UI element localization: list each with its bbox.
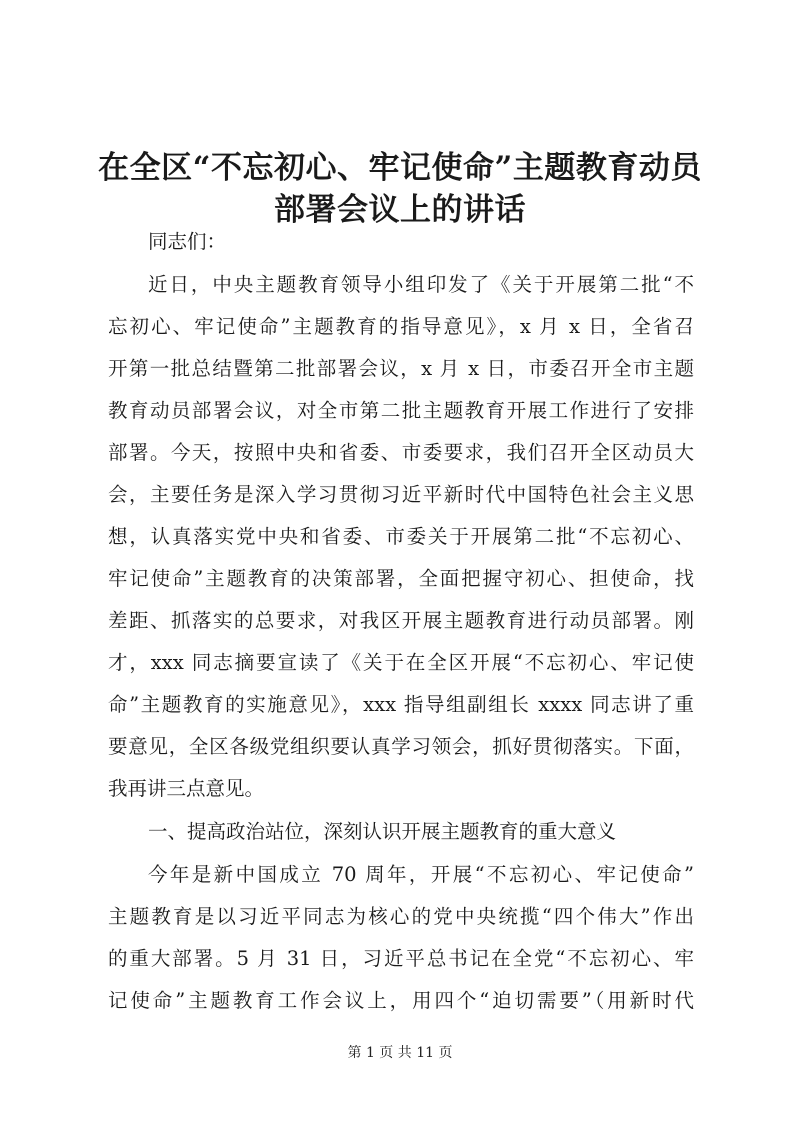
paragraph-line: 要意见，全区各级党组织要认真学习领会，抓好贯彻落实。下面， xyxy=(108,735,694,758)
paragraph-line: 近日，中央主题教育领导小组印发了《关于开展第二批“不 xyxy=(148,273,694,296)
paragraph-line: 差距、抓落实的总要求，对我区开展主题教育进行动员部署。刚 xyxy=(108,609,694,632)
paragraph-line: 会，主要任务是深入学习贯彻习近平新时代中国特色社会主义思 xyxy=(108,483,694,506)
page-number-footer: 第 1 页 共 11 页 xyxy=(347,1045,453,1061)
paragraph-line: 才，xxx 同志摘要宣读了《关于在全区开展“不忘初心、牢记使 xyxy=(108,651,694,674)
paragraph-line: 开第一批总结暨第二批部署会议，x 月 x 日，市委召开全市主题 xyxy=(108,357,694,380)
paragraph-line: 今年是新中国成立 70 周年，开展“不忘初心、牢记使命” xyxy=(148,863,694,886)
document-title-line-2: 部署会议上的讲话 xyxy=(274,192,526,228)
section-heading: 一、提高政治站位，深刻认识开展主题教育的重大意义 xyxy=(148,820,617,843)
paragraph-line: 忘初心、牢记使命”主题教育的指导意见》，x 月 x 日，全省召 xyxy=(108,315,694,338)
paragraph-line: 想，认真落实党中央和省委、市委关于开展第二批“不忘初心、 xyxy=(108,525,694,548)
paragraph-line: 主题教育是以习近平同志为核心的党中央统揽“四个伟大”作出 xyxy=(108,905,694,928)
document-title-line-1: 在全区“不忘初心、牢记使命”主题教育动员 xyxy=(98,150,702,186)
paragraph-line: 部署。今天，按照中央和省委、市委要求，我们召开全区动员大 xyxy=(108,441,694,464)
paragraph-line: 的重大部署。5 月 31 日，习近平总书记在全党“不忘初心、牢 xyxy=(108,947,694,970)
paragraph-line: 命”主题教育的实施意见》，xxx 指导组副组长 xxxx 同志讲了重 xyxy=(108,693,694,716)
paragraph-line: 牢记使命”主题教育的决策部署，全面把握守初心、担使命，找 xyxy=(108,567,694,590)
paragraph-line: 我再讲三点意见。 xyxy=(108,777,265,800)
paragraph-line: 记使命”主题教育工作会议上，用四个“迫切需要”（用新时代 xyxy=(108,989,694,1012)
salutation: 同志们： xyxy=(148,230,227,253)
paragraph-line: 教育动员部署会议，对全市第二批主题教育开展工作进行了安排 xyxy=(108,399,694,422)
